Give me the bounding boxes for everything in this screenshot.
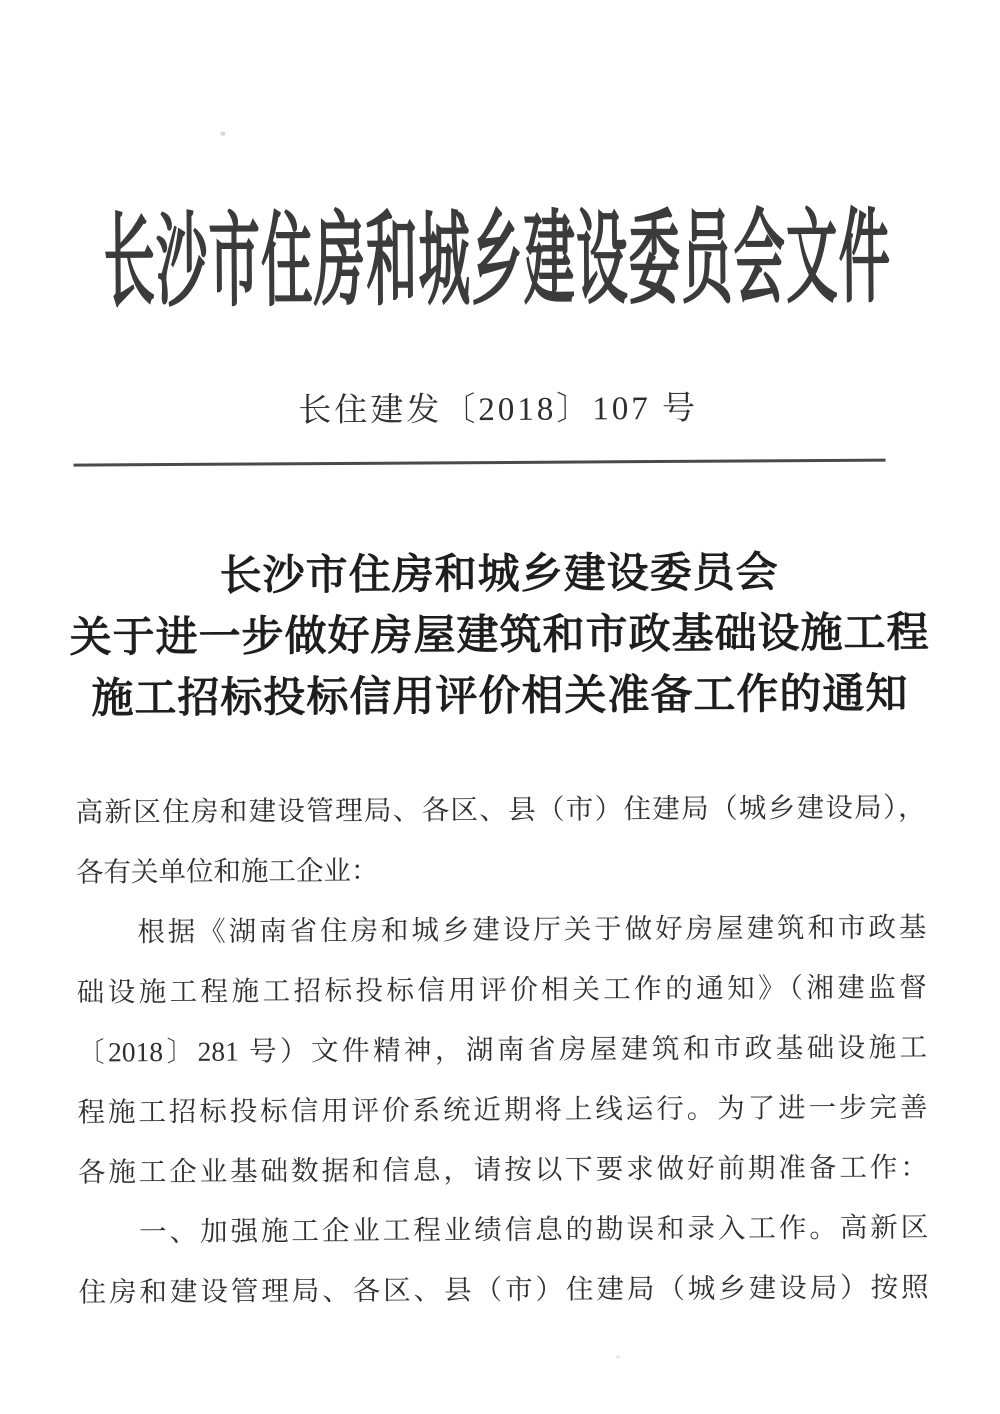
body-line: 础设施工程施工招标投标信用评价相关工作的通知》（湘建监督 bbox=[76, 971, 927, 1008]
document-number: 长住建发〔2018〕107 号 bbox=[298, 390, 699, 430]
document-title bbox=[0, 542, 1000, 731]
scan-speck bbox=[616, 1355, 620, 1358]
body-line: 各施工企业基础数据和信息，请按以下要求做好前期准备工作： bbox=[77, 1151, 928, 1188]
body-line: 根据《湖南省住房和城乡建设厅关于做好房屋建筑和市政基 bbox=[76, 911, 927, 948]
title-line-1: 长沙市住房和城乡建设委员会 bbox=[219, 550, 779, 600]
body-line: 〔2018〕281 号）文件精神，湖南省房屋建筑和市政基础设施工 bbox=[77, 1031, 928, 1068]
document-letterhead bbox=[0, 199, 998, 340]
body-line: 高新区住房和建设管理局、各区、县（市）住建局（城乡建设局）， bbox=[75, 791, 926, 828]
scan-speck bbox=[220, 132, 225, 136]
body-line: 各有关单位和施工企业： bbox=[75, 854, 379, 888]
letterhead-divider-line bbox=[74, 459, 886, 467]
title-line-3: 施工招标投标信用评价相关准备工作的通知 bbox=[91, 671, 909, 723]
body-line: 住房和建设管理局、各区、县（市）住建局（城乡建设局）按照 bbox=[78, 1271, 929, 1308]
letterhead-title: 长沙市住房和城乡建设委员会文件 bbox=[103, 201, 892, 321]
document-body bbox=[75, 777, 928, 1322]
body-line: 程施工招标投标信用评价系统近期将上线运行。为了进一步完善 bbox=[77, 1091, 928, 1128]
title-line-2: 关于进一步做好房屋建筑和市政基础设施工程 bbox=[69, 610, 930, 662]
body-line: 一、加强施工企业工程业绩信息的勘误和录入工作。高新区 bbox=[78, 1211, 929, 1248]
